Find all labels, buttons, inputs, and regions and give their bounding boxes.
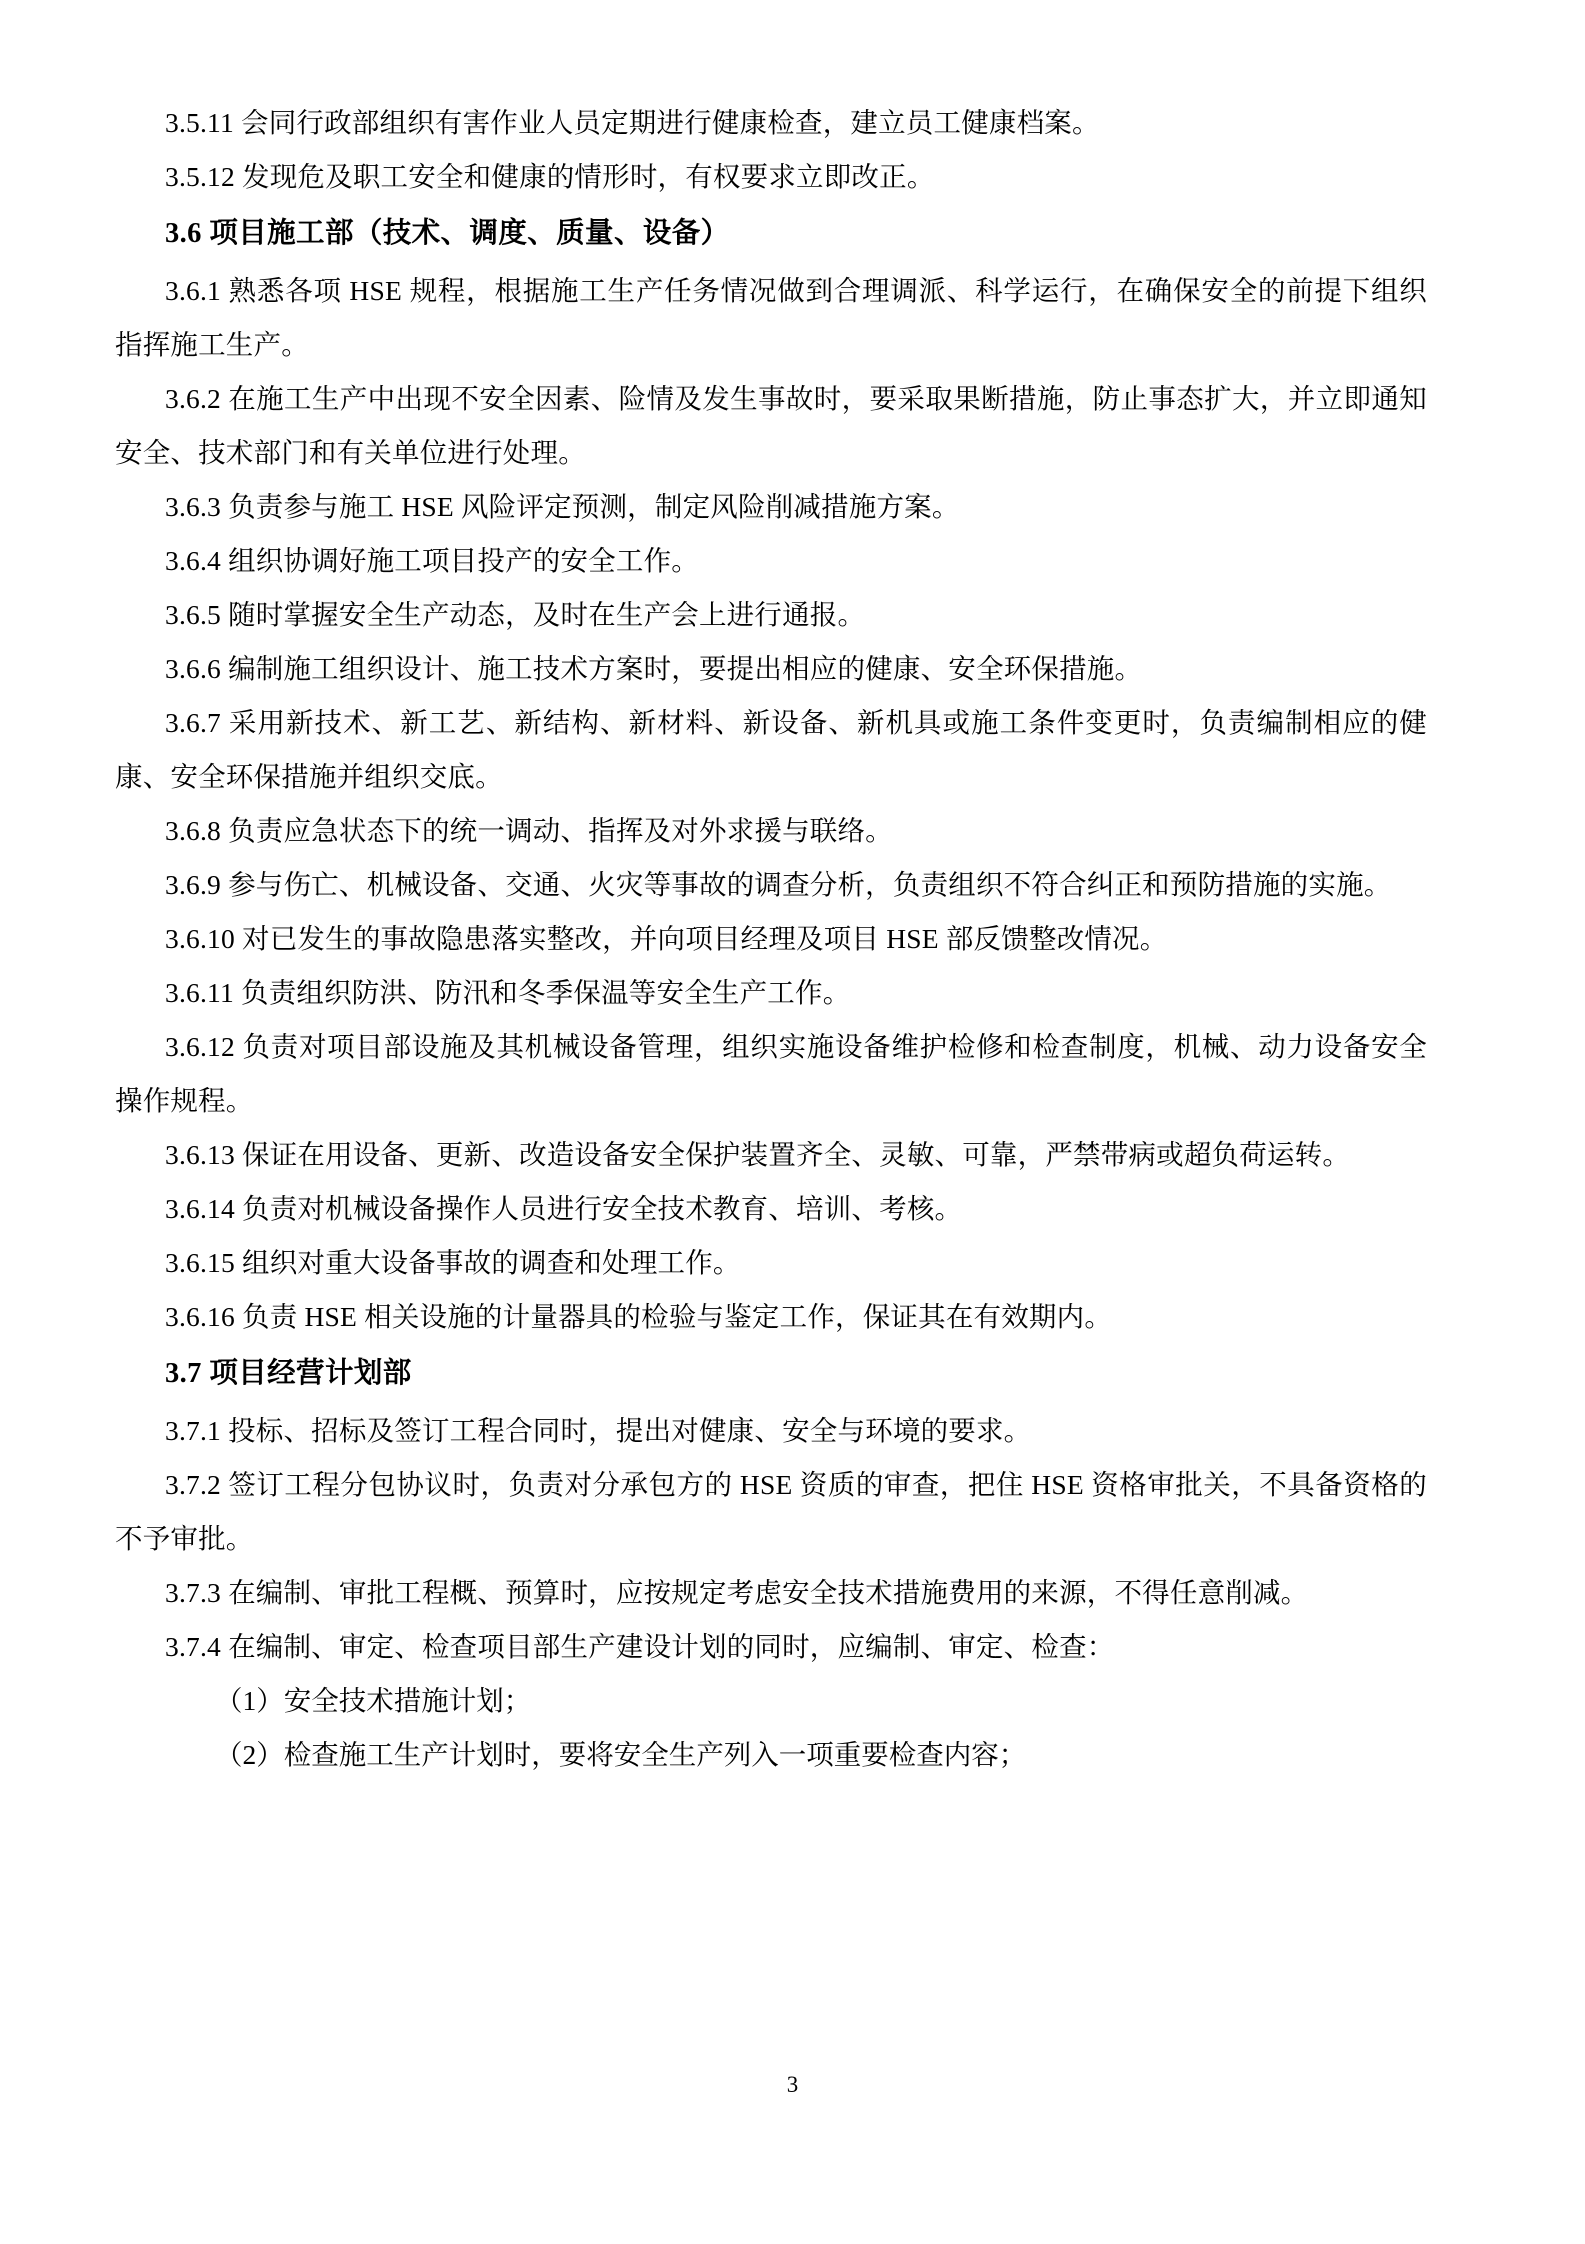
page-number: 3 bbox=[786, 2072, 799, 2097]
paragraph-3-6-10: 3.6.10 对已发生的事故隐患落实整改，并向项目经理及项目 HSE 部反馈整改情况。 bbox=[165, 923, 1168, 954]
paragraph-3-6-14: 3.6.14 负责对机械设备操作人员进行安全技术教育、培训、考核。 bbox=[165, 1193, 963, 1224]
list-item-marker: （2） bbox=[215, 1739, 284, 1770]
paragraph-3-6-4: 3.6.4 组织协调好施工项目投产的安全工作。 bbox=[165, 545, 699, 576]
paragraph-3-6-1: 3.6.1 熟悉各项 HSE 规程，根据施工生产任务情况做到合理调派、科学运行，在确保安全的前提下组织指挥施工生产。 bbox=[115, 275, 1427, 360]
paragraph-3-6-11: 3.6.11 负责组织防洪、防汛和冬季保温等安全生产工作。 bbox=[165, 977, 851, 1008]
paragraph-3-7-4: 3.7.4 在编制、审定、检查项目部生产建设计划的同时，应编制、审定、检查： bbox=[165, 1631, 1115, 1662]
section-heading-3-7: 3.7 项目经营计划部 bbox=[165, 1358, 412, 1389]
paragraph-3-6-8: 3.6.8 负责应急状态下的统一调动、指挥及对外求援与联络。 bbox=[165, 815, 893, 846]
list-item bbox=[115, 1674, 1427, 1728]
paragraph-3-5-12: 3.5.12 发现危及职工安全和健康的情形时，有权要求立即改正。 bbox=[165, 161, 935, 192]
list-item-marker: （1） bbox=[215, 1685, 284, 1716]
list-item bbox=[115, 1728, 1427, 1782]
section-heading-3-6: 3.6 项目施工部（技术、调度、质量、设备） bbox=[165, 218, 730, 249]
paragraph-3-6-6: 3.6.6 编制施工组织设计、施工技术方案时，要提出相应的健康、安全环保措施。 bbox=[165, 653, 1143, 684]
paragraph-3-6-3: 3.6.3 负责参与施工 HSE 风险评定预测，制定风险削减措施方案。 bbox=[165, 491, 960, 522]
paragraph-3-7-1: 3.7.1 投标、招标及签订工程合同时，提出对健康、安全与环境的要求。 bbox=[165, 1415, 1032, 1446]
paragraph-3-7-2: 3.7.2 签订工程分包协议时，负责对分承包方的 HSE 资质的审查，把住 HSE 资格审批关，不具备资格的不予审批。 bbox=[115, 1469, 1427, 1554]
paragraph-3-6-2: 3.6.2 在施工生产中出现不安全因素、险情及发生事故时，要采取果断措施，防止事态扩大，并立即通知安全、技术部门和有关单位进行处理。 bbox=[115, 383, 1427, 468]
list-item-label: 检查施工生产计划时，要将安全生产列入一项重要检查内容； bbox=[283, 1739, 1027, 1770]
paragraph-3-5-11: 3.5.11 会同行政部组织有害作业人员定期进行健康检查，建立员工健康档案。 bbox=[165, 107, 1100, 138]
page-content bbox=[115, 96, 1427, 1782]
paragraph-3-6-13: 3.6.13 保证在用设备、更新、改造设备安全保护装置齐全、灵敏、可靠，严禁带病或超负荷运转。 bbox=[165, 1139, 1351, 1170]
paragraph-3-6-15: 3.6.15 组织对重大设备事故的调查和处理工作。 bbox=[165, 1247, 741, 1278]
paragraph-3-6-7: 3.6.7 采用新技术、新工艺、新结构、新材料、新设备、新机具或施工条件变更时，负责编制相应的健康、安全环保措施并组织交底。 bbox=[115, 707, 1427, 792]
list-item-label: 安全技术措施计划； bbox=[283, 1685, 532, 1716]
paragraph-3-6-9: 3.6.9 参与伤亡、机械设备、交通、火灾等事故的调查分析，负责组织不符合纠正和预防措施的实施。 bbox=[165, 869, 1392, 900]
paragraph-3-7-3: 3.7.3 在编制、审批工程概、预算时，应按规定考虑安全技术措施费用的来源，不得任意削减。 bbox=[165, 1577, 1309, 1608]
paragraph-3-6-12: 3.6.12 负责对项目部设施及其机械设备管理，组织实施设备维护检修和检查制度，机械、动力设备安全操作规程。 bbox=[115, 1031, 1427, 1116]
paragraph-3-6-16: 3.6.16 负责 HSE 相关设施的计量器具的检验与鉴定工作，保证其在有效期内。 bbox=[165, 1301, 1113, 1332]
paragraph-3-6-5: 3.6.5 随时掌握安全生产动态，及时在生产会上进行通报。 bbox=[165, 599, 866, 630]
